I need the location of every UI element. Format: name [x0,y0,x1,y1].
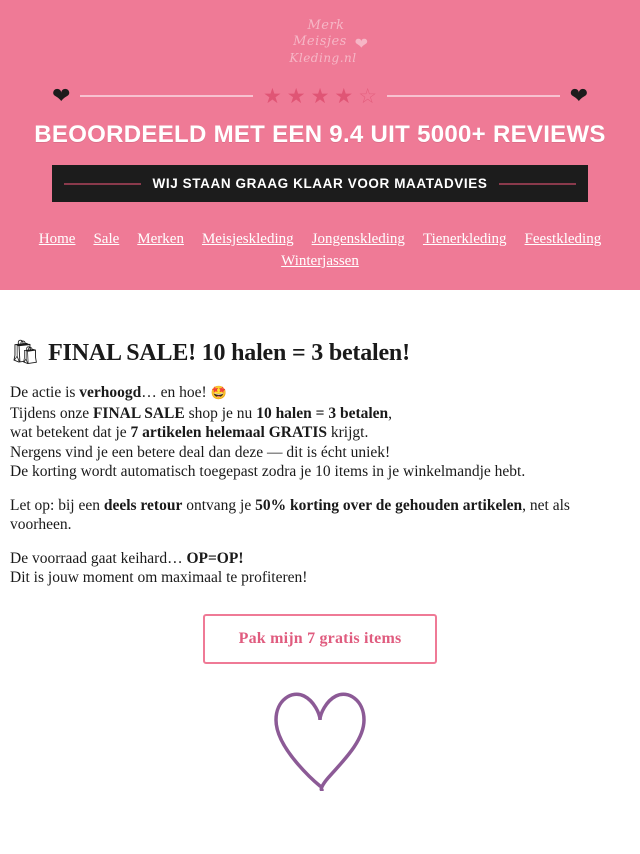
nav-item-winterjassen[interactable]: Winterjassen [281,253,359,269]
p3-part-c: krijgt. [326,424,369,441]
p1-part-b: verhoogd [79,384,142,401]
logo-line-1: Merk [307,18,345,33]
star-icon-3: ★ [310,83,330,108]
p1-part-a: De actie is [10,384,80,401]
logo[interactable] [260,18,380,73]
promo-paragraph-2 [10,496,630,535]
heart-icon-right: ❤ [569,83,589,108]
site-header [0,0,640,290]
p6-part-c: ontvang je [182,496,256,514]
banner-rule-right [499,183,576,185]
p3-part-a: wat betekent dat je [10,424,131,441]
banner-text: WIJ STAAN GRAAG KLAAR VOOR MAATADVIES [152,176,488,191]
page-title [10,338,630,367]
nav-item-home[interactable]: Home [38,231,76,247]
heart-icon: ❤ [354,36,368,53]
p1-part-c: … en hoe! [141,384,211,401]
p6-part-b: deels retour [103,496,183,514]
page-title-text: FINAL SALE! 10 halen = 3 betalen! [48,340,410,366]
nav-item-tienerkleding[interactable]: Tienerkleding [422,231,507,247]
promo-paragraph-3 [10,549,630,588]
star-struck-emoji: 🤩 [210,386,227,401]
p2-part-e: , [388,404,393,422]
cta-button[interactable]: Pak mijn 7 gratis items [203,614,438,664]
p4-text: Nergens vind je een betere deal dan deze — dit is écht uniek! [10,443,391,461]
nav-item-sale[interactable]: Sale [93,231,120,247]
divider-left [80,95,253,97]
rating-row [0,85,640,107]
p6-part-d: 50% korting over de gehouden artikelen [255,496,523,514]
p5-text: De korting wordt automatisch toegepast zodra je 10 items in je winkelmandje hebt. [10,463,526,480]
p7-part-a: De voorraad gaat keihard… [10,549,187,567]
nav-item-jongenskleding[interactable]: Jongenskleding [311,231,405,247]
p2-part-a: Tijdens onze [10,404,93,422]
p2-part-b: FINAL SALE [92,404,185,422]
p6-part-a: Let op: bij een [10,496,104,514]
nav-item-meisjeskleding[interactable]: Meisjeskleding [201,231,294,247]
main-content [0,290,640,791]
p8-text: Dit is jouw moment om maximaal te profiteren! [10,569,308,586]
main-navigation [0,228,640,276]
p3-part-b: 7 artikelen helemaal GRATIS [130,424,327,441]
nav-item-merken[interactable]: Merken [137,231,184,247]
p2-part-d: 10 halen = 3 betalen [256,404,389,422]
logo-line-2: Meisjes [293,34,347,49]
heart-icon-left: ❤ [52,83,71,108]
cta-container [10,614,630,664]
logo-line-3: Kleding.nl [289,51,357,65]
star-rating [262,83,378,108]
star-icon-1: ★ [262,83,282,108]
divider-right [387,95,560,97]
heart-outline-icon [270,686,370,791]
nav-item-feestkleding[interactable]: Feestkleding [524,231,602,247]
rating-headline: BEOORDEELD MET EEN 9.4 UIT 5000+ REVIEWS [34,121,606,148]
p7-part-b: OP=OP! [186,549,244,567]
p6-part-e: , net als voorheen. [10,496,570,533]
star-icon-2: ★ [286,83,306,108]
star-icon-4: ★ [334,83,354,108]
advice-banner [52,165,588,202]
promo-paragraph-1 [10,383,630,482]
banner-rule-left [64,183,141,185]
p2-part-c: shop je nu [184,404,257,422]
shopping-bag-icon: 🛍 [10,338,41,366]
star-icon-half: ☆ [358,83,378,108]
